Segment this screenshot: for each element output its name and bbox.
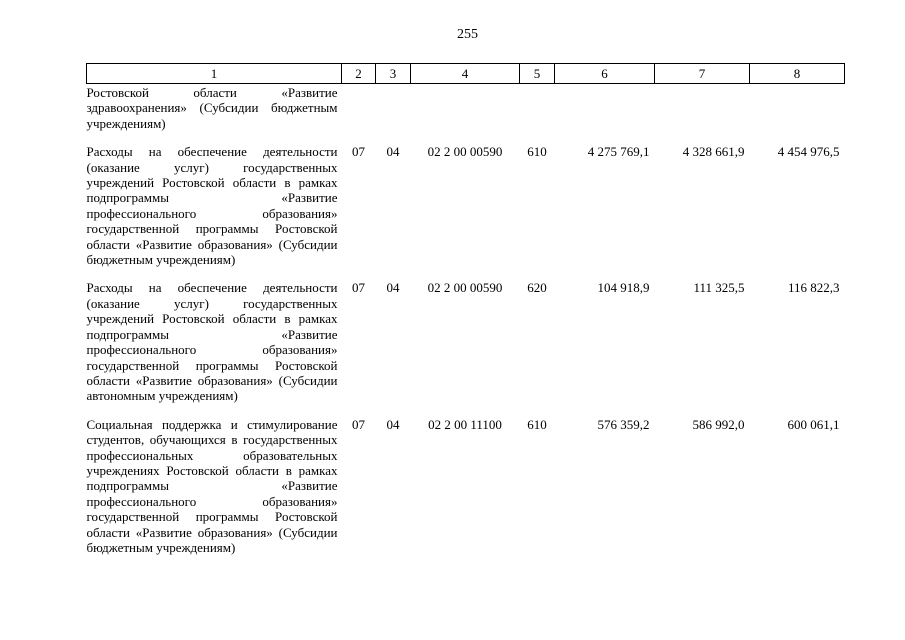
row-subsection xyxy=(376,84,411,145)
row-amount-col6: 104 918,9 xyxy=(597,280,650,296)
table-row xyxy=(87,84,845,145)
row-amount-col7: 4 328 661,9 xyxy=(682,144,745,160)
row-expense-type xyxy=(520,84,555,145)
table-row xyxy=(87,417,845,569)
header-col-8: 8 xyxy=(750,64,845,84)
header-col-5: 5 xyxy=(520,64,555,84)
row-amount-col7: 111 325,5 xyxy=(693,280,745,296)
row-amount-col6: 4 275 769,1 xyxy=(587,144,650,160)
table-row xyxy=(87,280,845,416)
budget-table xyxy=(86,63,845,568)
row-amount-col8: 600 061,1 xyxy=(787,416,840,432)
table-header-row xyxy=(87,64,845,84)
row-subsection: 04 xyxy=(386,280,400,296)
header-col-2: 2 xyxy=(342,64,376,84)
header-col-1: 1 xyxy=(87,64,342,84)
row-description: Ростовской области «Развитие здравоохранения» (Субсидии бюджетным учреждениям) xyxy=(86,85,338,131)
row-amount-col6 xyxy=(555,84,655,145)
row-section: 07 xyxy=(352,144,365,160)
row-amount-col6: 576 359,2 xyxy=(597,416,650,432)
row-expense-type: 610 xyxy=(527,416,547,432)
header-col-7: 7 xyxy=(655,64,750,84)
row-amount-col7: 586 992,0 xyxy=(692,416,745,432)
row-target-article xyxy=(411,84,520,145)
row-subsection: 04 xyxy=(386,416,400,432)
table-row xyxy=(87,144,845,280)
row-amount-col7 xyxy=(655,84,750,145)
row-expense-type: 610 xyxy=(527,144,547,160)
row-amount-col8: 4 454 976,5 xyxy=(777,144,840,160)
row-description: Расходы на обеспечение деятельности (оказание услуг) государственных учреждений Ростовской области в рамках подпрограммы «Развитие профессионального образования» государственной программы Ростовской области «Развитие образования» (Субсидии бюджетным учреждениям) xyxy=(86,144,338,268)
row-section: 07 xyxy=(352,280,365,296)
row-section: 07 xyxy=(352,416,365,432)
header-col-6: 6 xyxy=(555,64,655,84)
row-section xyxy=(342,84,376,145)
header-col-4: 4 xyxy=(411,64,520,84)
row-description: Расходы на обеспечение деятельности (оказание услуг) государственных учреждений Ростовской области в рамках подпрограммы «Развитие профессионального образования» государственной программы Ростовской области «Развитие образования» (Субсидии автономным учреждениям) xyxy=(86,280,338,404)
page-number: 255 xyxy=(457,27,478,42)
row-subsection: 04 xyxy=(386,144,400,160)
row-description: Социальная поддержка и стимулирование студентов, обучающихся в государственных профессиональных образовательных учреждениях Ростовской области в рамках подпрограммы «Развитие профессионального образования» государственной программы Ростовской области «Развитие образования» (Субсидии бюджетным учреждениям) xyxy=(86,416,338,555)
row-target-article: 02 2 00 11100 xyxy=(428,416,502,432)
row-target-article: 02 2 00 00590 xyxy=(427,144,503,160)
header-col-3: 3 xyxy=(376,64,411,84)
row-amount-col8 xyxy=(750,84,845,145)
row-amount-col8: 116 822,3 xyxy=(787,280,840,296)
row-target-article: 02 2 00 00590 xyxy=(427,280,503,296)
row-expense-type: 620 xyxy=(527,280,547,296)
